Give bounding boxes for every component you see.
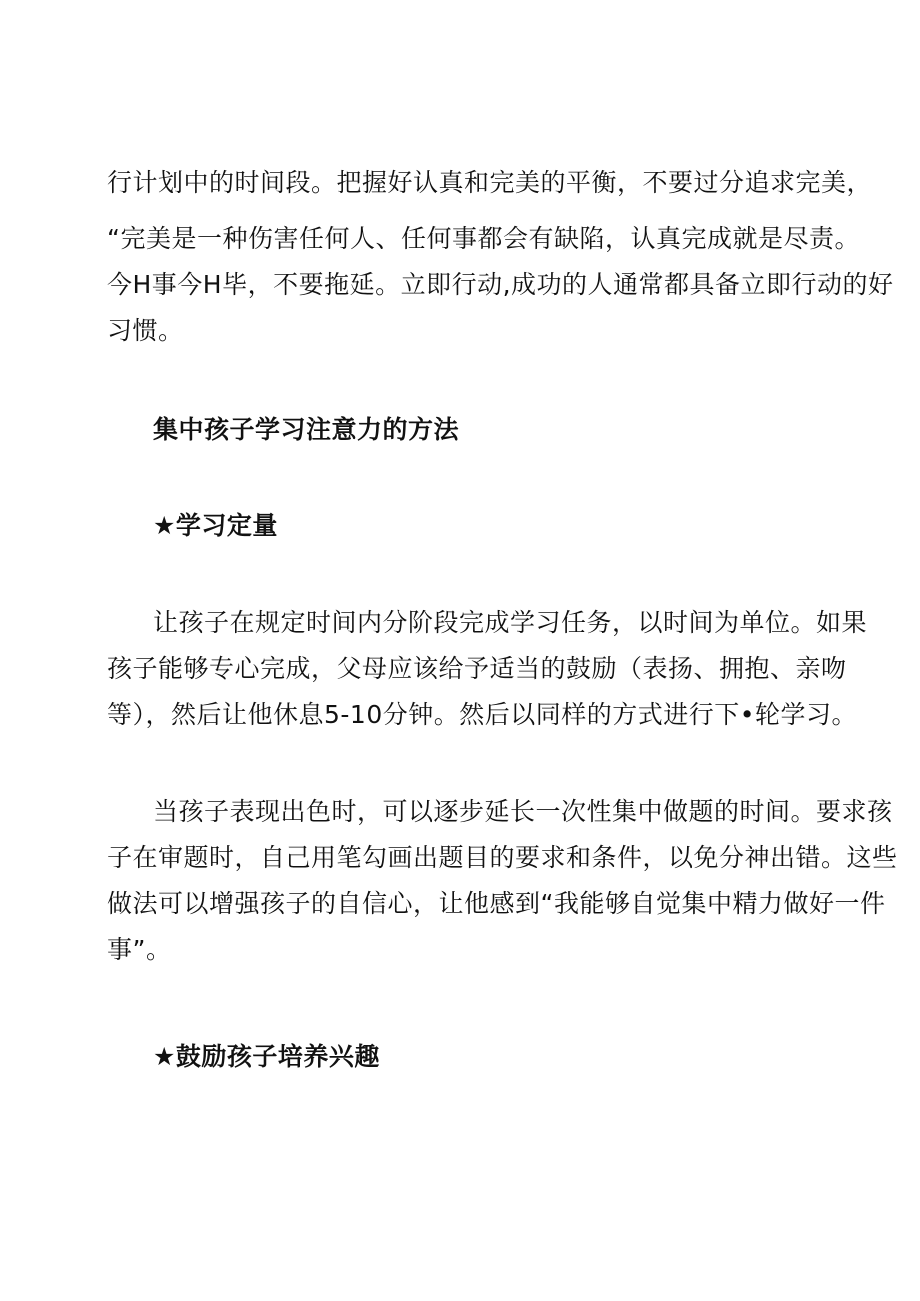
- text-line: 事”。: [107, 935, 172, 964]
- text-line: 孩子能够专心完成，父母应该给予适当的鼓励（表扬、拥抱、亲吻: [107, 654, 847, 683]
- text-line: 子在审题时，自己用笔勾画出题目的要求和条件，以免分神出错。这些: [107, 843, 898, 872]
- text-line: 习惯。: [107, 316, 184, 345]
- text-line: 做法可以增强孩子的自信心，让他感到“我能够自觉集中精力做好一件: [107, 889, 886, 918]
- section-title: 集中孩子学习注意力的方法: [153, 415, 460, 444]
- text-line: 行计划中的时间段。把握好认真和完美的平衡，不要过分追求完美，: [107, 168, 873, 197]
- text-line: 当孩子表现出色时，可以逐步延长一次性集中做题的时间。要求孩: [153, 797, 893, 826]
- text-line: 让孩子在规定时间内分阶段完成学习任务，以时间为单位。如果: [153, 608, 868, 637]
- heading-study-quota: ★学习定量: [153, 511, 278, 540]
- text-line: 今H事今H毕，不要拖延。立即行动,成功的人通常都具备立即行动的好: [107, 270, 894, 299]
- text-line: 等），然后让他休息5-10分钟。然后以同样的方式进行下•轮学习。: [107, 700, 857, 729]
- text-line: “完美是一种伤害任何人、任何事都会有缺陷，认真完成就是尽责。: [107, 224, 860, 253]
- heading-encourage-interest: ★鼓励孩子培养兴趣: [153, 1042, 380, 1071]
